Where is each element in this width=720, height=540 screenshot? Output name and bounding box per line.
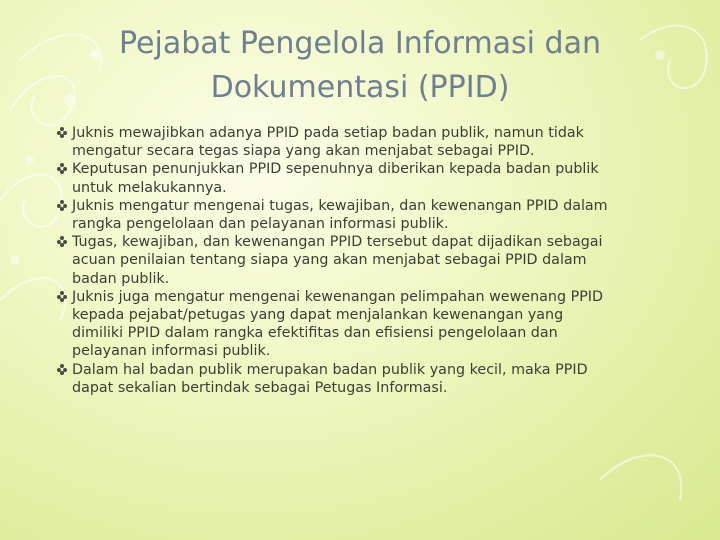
bullet-text-line: Dalam hal badan publik merupakan badan publik yang kecil, maka PPID [72, 361, 588, 378]
bullet-item [56, 288, 696, 361]
bullet-text-line: Juknis mewajibkan adanya PPID pada setiap badan publik, namun tidak [72, 125, 584, 141]
flower-bullet-icon [56, 288, 68, 306]
flower-bullet-icon [56, 124, 68, 142]
bullet-text-line: pelayanan informasi publik. [72, 343, 271, 360]
bullet-text-line: Keputusan penunjukkan PPID sepenuhnya diberikan kepada badan publik [72, 161, 599, 178]
slide-title [60, 22, 660, 110]
bullet-item [56, 124, 696, 160]
flower-bullet-icon [56, 361, 68, 379]
flower-bullet-icon [56, 160, 68, 178]
title-line-1: Pejabat Pengelola Informasi dan [119, 26, 601, 61]
bullet-text-line: rangka pengelolaan dan pelayanan informasi publik. [72, 216, 449, 233]
title-line-2: Dokumentasi (PPID) [210, 70, 510, 105]
bullet-item [56, 197, 696, 233]
bullet-item [56, 160, 696, 196]
flower-bullet-icon [56, 233, 68, 251]
bullet-text-line: Juknis mengatur mengenai tugas, kewajiban, dan kewenangan PPID dalam [72, 197, 608, 214]
bullet-text-line: Juknis juga mengatur mengenai kewenangan pelimpahan wewenang PPID [72, 288, 604, 305]
bullet-text-line: dimiliki PPID dalam rangka efektifitas dan efisiensi pengelolaan dan [72, 325, 558, 342]
bullet-text-line: mengatur secara tegas siapa yang akan menjabat sebagai PPID. [72, 143, 535, 160]
bullet-list [56, 124, 696, 397]
bullet-text-line: kepada pejabat/petugas yang dapat menjalankan kewenangan yang [72, 307, 564, 324]
bullet-item [56, 361, 696, 397]
bullet-text-line: untuk melakukannya. [72, 179, 227, 196]
bullet-text-line: acuan penilaian tentang siapa yang akan menjabat sebagai PPID dalam [72, 252, 587, 269]
bullet-text-line: Tugas, kewajiban, dan kewenangan PPID tersebut dapat dijadikan sebagai [72, 234, 603, 251]
flower-bullet-icon [56, 197, 68, 215]
bullet-text-line: badan publik. [72, 270, 170, 287]
bullet-item [56, 233, 696, 288]
bullet-text-line: dapat sekalian bertindak sebagai Petugas Informasi. [72, 379, 448, 396]
